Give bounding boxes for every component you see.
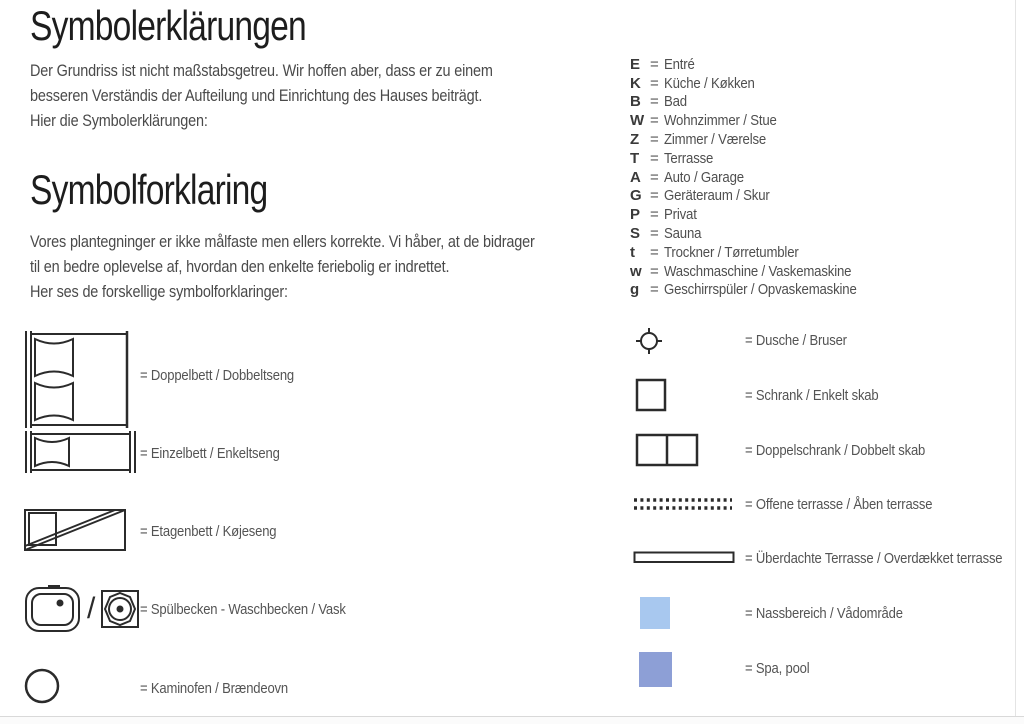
equals-sign: = [650, 225, 659, 243]
page-edge-right [1015, 0, 1016, 717]
abbr-letter: B [630, 93, 641, 111]
legend-label-double-wardrobe: = Doppelschrank / Dobbelt skab [745, 442, 926, 459]
legend-label-open-terrace: = Offene terrasse / Åben terrasse [745, 496, 933, 513]
danish-intro-paragraph [30, 229, 535, 304]
legend-label-single-wardrobe: = Schrank / Enkelt skab [745, 387, 879, 404]
legend-label-covered-terrace: = Überdachte Terrasse / Overdækket terrasse [745, 550, 1003, 567]
legend-label-wood-stove: = Kaminofen / Brændeovn [140, 680, 288, 697]
abbreviation-list [630, 55, 883, 299]
abbreviation-row [630, 262, 883, 281]
abbr-meaning: Geräteraum / Skur [664, 187, 770, 205]
equals-sign: = [650, 74, 659, 92]
equals-sign: = [650, 131, 659, 149]
legend-label-spa-pool: = Spa, pool [745, 660, 810, 677]
legend-label-bunk-bed: = Etagenbett / Køjeseng [140, 523, 277, 540]
abbr-meaning: Terrasse [664, 149, 714, 167]
danish-intro-line: Her ses de forskellige symbolforklaringer: [30, 282, 288, 301]
abbr-meaning: Trockner / Tørretumbler [664, 243, 799, 261]
shower-icon [633, 325, 665, 357]
page-title-danish: Symbolforklaring [30, 166, 268, 213]
double-wardrobe-icon [635, 433, 699, 467]
abbr-meaning: Zimmer / Værelse [664, 131, 767, 149]
abbr-letter: T [630, 149, 640, 167]
abbreviation-row [630, 281, 883, 300]
legend-label-sink: = Spülbecken - Waschbecken / Vask [140, 601, 346, 618]
double-bed-icon [24, 331, 130, 428]
abbr-meaning: Sauna [664, 225, 702, 243]
kitchen-sink-icon [24, 584, 82, 634]
abbreviation-row [630, 111, 883, 130]
abbr-letter: g [630, 281, 640, 299]
abbr-letter: t [630, 243, 635, 261]
equals-sign: = [650, 93, 659, 111]
equals-sign: = [650, 243, 659, 261]
equals-sign: = [650, 168, 659, 186]
equals-sign: = [650, 206, 659, 224]
abbr-meaning: Wohnzimmer / Stue [664, 112, 777, 130]
abbreviation-row [630, 149, 883, 168]
abbr-letter: K [630, 74, 641, 92]
abbreviation-row [630, 93, 883, 112]
abbr-meaning: Bad [664, 93, 687, 111]
abbreviation-row [630, 187, 883, 206]
abbreviation-row [630, 55, 883, 74]
abbr-meaning: Geschirrspüler / Opvaskemaskine [664, 281, 857, 299]
wood-stove-icon [24, 668, 60, 704]
abbreviation-row [630, 168, 883, 187]
open-terrace-icon [632, 496, 734, 512]
single-wardrobe-icon [635, 378, 667, 412]
german-intro-line: besseren Verständis der Aufteilung und Einrichtung des Hauses beiträgt. [30, 86, 483, 105]
abbreviation-row [630, 130, 883, 149]
danish-intro-line: Vores plantegninger er ikke målfaste men ellers korrekte. Vi håber, at de bidrager [30, 232, 535, 251]
legend-label-double-bed: = Doppelbett / Dobbeltseng [140, 367, 295, 384]
abbr-meaning: Auto / Garage [664, 168, 744, 186]
legend-label-single-bed: = Einzelbett / Enkeltseng [140, 445, 280, 462]
page-title-german: Symbolerklärungen [30, 2, 306, 49]
abbr-letter: W [630, 112, 645, 130]
abbr-letter: Z [630, 131, 640, 149]
equals-sign: = [650, 187, 659, 205]
bunk-bed-icon [24, 509, 126, 551]
german-intro-paragraph [30, 58, 493, 133]
german-intro-line: Hier die Symbolerklärungen: [30, 111, 208, 130]
danish-intro-line: til en bedre oplevelse af, hvordan den enkelte feriebolig er indrettet. [30, 257, 450, 276]
abbreviation-row [630, 205, 883, 224]
legend-label-wet-area: = Nassbereich / Vådområde [745, 605, 903, 622]
abbreviation-row [630, 224, 883, 243]
abbr-meaning: Waschmaschine / Vaskemaskine [664, 262, 852, 280]
abbr-letter: S [630, 225, 641, 243]
equals-sign: = [650, 281, 659, 299]
page-edge-strip [0, 717, 1024, 724]
equals-sign: = [650, 55, 659, 73]
equals-sign: = [650, 112, 659, 130]
abbreviation-row [630, 243, 883, 262]
legend-label-shower: = Dusche / Bruser [745, 332, 847, 349]
equals-sign: = [650, 149, 659, 167]
equals-sign: = [650, 262, 659, 280]
abbr-letter: E [630, 55, 641, 73]
spa-pool-swatch [639, 652, 672, 687]
abbr-meaning: Küche / Køkken [664, 74, 755, 92]
abbr-letter: G [630, 187, 642, 205]
abbr-meaning: Entré [664, 55, 695, 73]
german-intro-line: Der Grundriss ist nicht maßstabsgetreu. Wir hoffen aber, dass er zu einem [30, 61, 493, 80]
covered-terrace-icon [633, 551, 735, 564]
abbr-meaning: Privat [664, 206, 697, 224]
abbr-letter: A [630, 168, 641, 186]
wet-area-swatch [640, 597, 670, 629]
slash-separator: / [87, 592, 96, 625]
abbr-letter: P [630, 206, 641, 224]
sink-washbasin-symbols [24, 583, 144, 635]
abbr-letter: w [630, 262, 642, 280]
washbasin-icon [100, 588, 142, 630]
abbreviation-row [630, 74, 883, 93]
single-bed-icon [24, 431, 137, 473]
